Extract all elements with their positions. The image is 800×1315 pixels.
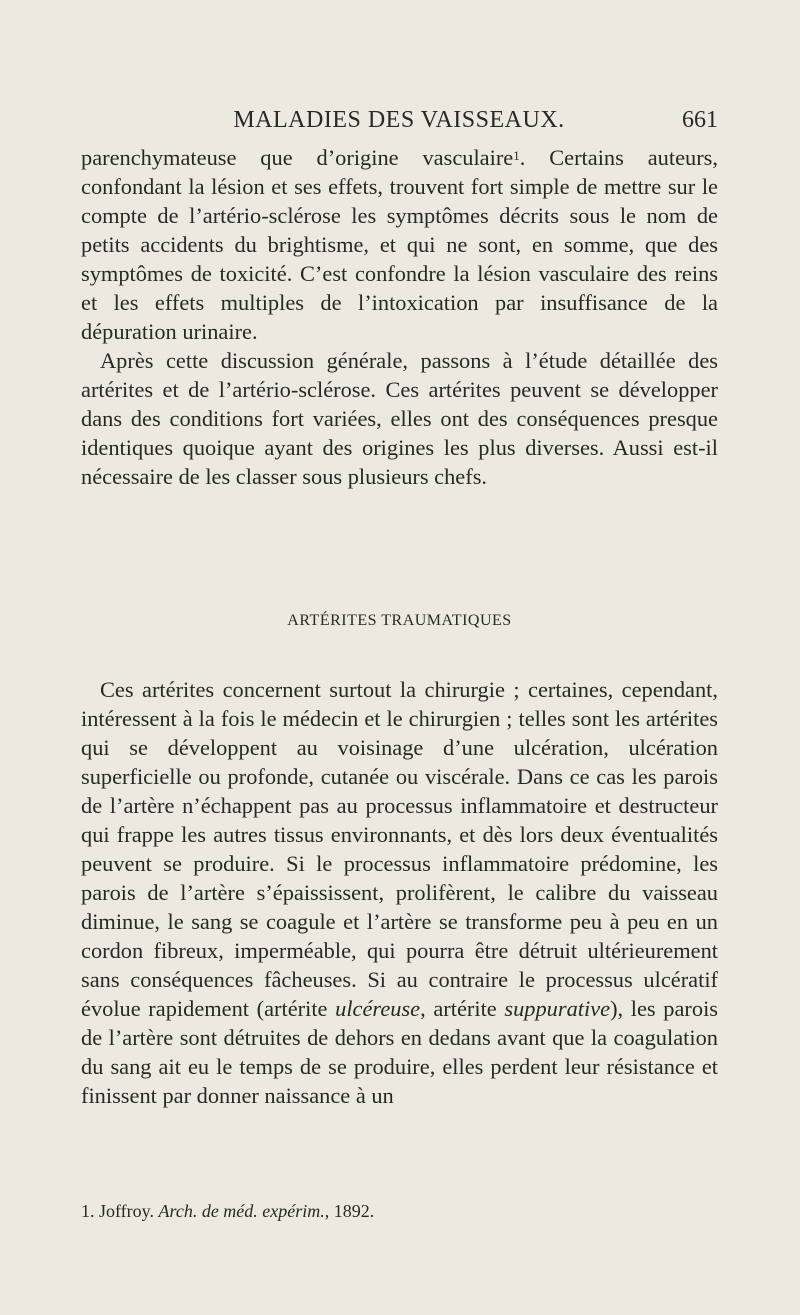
paragraph-3 xyxy=(81,675,718,1110)
paragraph3-text-b: , artérite xyxy=(420,996,505,1021)
paragraph1-text-a: parenchymateuse que d’origine vasculaire xyxy=(81,145,514,170)
italic-term-ulcereuse: ulcéreuse xyxy=(335,996,421,1021)
footnote-author: Joffroy. xyxy=(99,1201,154,1221)
footnote-year: , 1892. xyxy=(324,1201,375,1221)
paragraph3-text-c: ), les parois de l’artère sont détruites de dehors en dedans avant que la coagulation du sang ait eu le temps de se produire, elles perdent leur résistance et finissent par donner naissance à un xyxy=(81,996,718,1108)
italic-term-suppurative: suppurative xyxy=(504,996,611,1021)
paragraph-2: Après cette discussion générale, passons à l’étude détaillée des artérites et de l’artério-sclérose. Ces artérites peuvent se développer dans des conditions fort variées, elles ont des conséquences presque identiques quoique ayant des origines les plus diverses. Aussi est-il nécessaire de les classer sous plusieurs chefs. xyxy=(81,348,718,489)
paragraph-continued xyxy=(81,143,718,346)
page-number: 661 xyxy=(682,107,718,133)
footnote xyxy=(81,1200,718,1222)
footnote-journal: Arch. de méd. expérim. xyxy=(158,1201,325,1221)
body-text-bottom xyxy=(81,675,718,1110)
footnote-number: 1. xyxy=(81,1201,95,1221)
section-heading: ARTÉRITES TRAUMATIQUES xyxy=(287,612,512,629)
page-header xyxy=(80,103,718,143)
footnote-reference: 1 xyxy=(513,148,520,163)
paragraph1-text-b: . Certains auteurs, confondant la lésion et ses effets, trouvent fort simple de mettre sur le compte de l’artério-sclérose les symptômes décrits sous le nom de petits accidents du brightisme, et qui ne sont, en somme, que des symptômes de toxicité. C’est confondre la lésion vasculaire des reins et les effets multiples de l’intoxication par insuffisance de la dépuration urinaire. xyxy=(81,145,718,344)
running-head: MALADIES DES VAISSEAUX. xyxy=(233,107,565,133)
paragraph3-text-a: Ces artérites concernent surtout la chirurgie ; certaines, cependant, intéressent à la fois le médecin et le chirurgien ; telles sont les artérites qui se développent au voisinage d’une ulcération, ulcération superficielle ou profonde, cutanée ou viscérale. Dans ce cas les parois de l’artère n’échappent pas au processus inflammatoire et destructeur qui frappe les autres tissus environnants, et dès lors deux éventualités peuvent se produire. Si le processus inflammatoire prédomine, les parois de l’artère s’épaississent, prolifèrent, le calibre du vaisseau diminue, le sang se coagule et l’artère se transforme peu à peu en un cordon fibreux, imperméable, qui pourra être détruit ultérieurement sans conséquences fâcheuses. Si au contraire le processus ulcératif évolue rapidement (artérite xyxy=(81,677,718,1021)
body-text-top xyxy=(81,143,718,491)
